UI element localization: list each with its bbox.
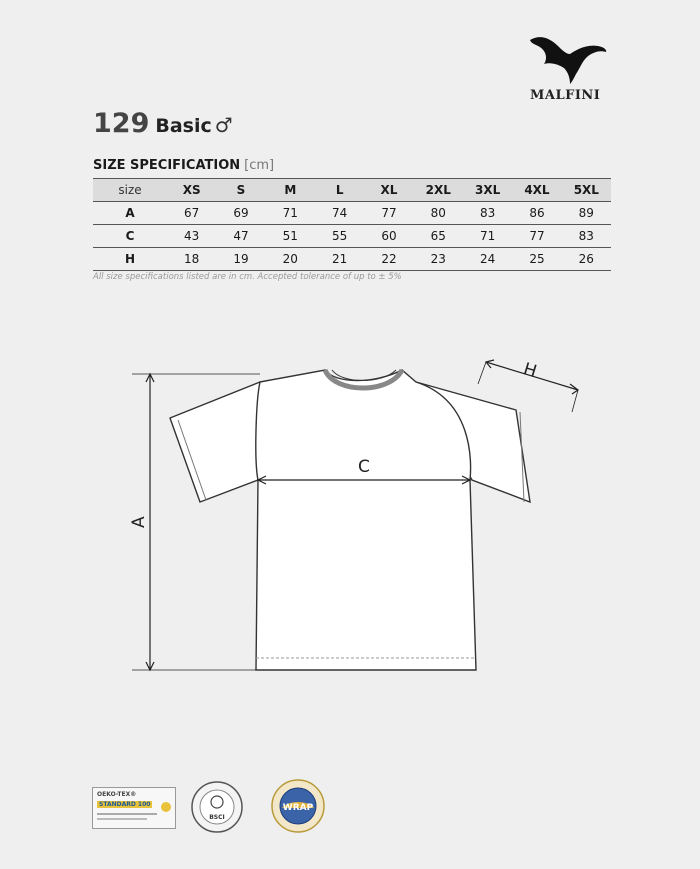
header-cell: 3XL — [463, 179, 512, 202]
table-cell: 83 — [463, 202, 512, 225]
table-row — [93, 248, 611, 271]
table-cell: 89 — [562, 202, 611, 225]
bsci-badge — [190, 780, 244, 834]
table-header-row — [93, 179, 611, 202]
table-cell: 67 — [167, 202, 216, 225]
wrap-label: WRAP — [282, 803, 314, 813]
header-cell: XS — [167, 179, 216, 202]
brand-name: MALFINI — [530, 88, 601, 103]
size-table — [93, 178, 611, 271]
section-title — [93, 158, 274, 173]
table-cell: 26 — [562, 248, 611, 271]
header-cell: L — [315, 179, 364, 202]
table-cell: 20 — [266, 248, 315, 271]
malfini-logo — [520, 32, 620, 112]
label-c: C — [358, 457, 370, 477]
table-cell: 51 — [266, 225, 315, 248]
row-label: A — [93, 202, 167, 225]
table-cell: 22 — [364, 248, 413, 271]
table-cell: 80 — [414, 202, 463, 225]
table-cell: 71 — [266, 202, 315, 225]
table-cell: 60 — [364, 225, 413, 248]
bird-icon — [528, 32, 608, 84]
table-cell: 55 — [315, 225, 364, 248]
table-cell: 83 — [562, 225, 611, 248]
section-unit: [cm] — [244, 158, 275, 173]
bsci-label: BSCI — [209, 814, 225, 821]
table-cell: 77 — [364, 202, 413, 225]
male-symbol-icon: ♂ — [214, 113, 233, 137]
label-a: A — [129, 516, 149, 528]
header-cell: M — [266, 179, 315, 202]
header-cell: XL — [364, 179, 413, 202]
table-cell: 71 — [463, 225, 512, 248]
header-cell: size — [93, 179, 167, 202]
table-cell: 21 — [315, 248, 364, 271]
table-cell: 86 — [512, 202, 561, 225]
header-cell: 2XL — [414, 179, 463, 202]
oeko-standard-label: STANDARD 100 — [99, 801, 151, 808]
product-name: Basic — [155, 115, 212, 137]
product-number: 129 — [93, 108, 150, 139]
product-title — [93, 108, 233, 139]
row-label: H — [93, 248, 167, 271]
header-cell: 5XL — [562, 179, 611, 202]
oeko-text-line — [97, 813, 157, 815]
table-cell: 18 — [167, 248, 216, 271]
header-cell: 4XL — [512, 179, 561, 202]
table-row — [93, 202, 611, 225]
table-cell: 47 — [216, 225, 265, 248]
header-cell: S — [216, 179, 265, 202]
oeko-seal-icon — [161, 802, 171, 812]
label-h: H — [520, 359, 539, 383]
oeko-tex-badge — [92, 787, 176, 829]
section-heading: SIZE SPECIFICATION — [93, 158, 241, 173]
table-row — [93, 225, 611, 248]
oeko-text-line — [97, 818, 147, 820]
table-cell: 43 — [167, 225, 216, 248]
table-cell: 25 — [512, 248, 561, 271]
tshirt-diagram — [120, 340, 600, 685]
wrap-badge — [270, 778, 326, 834]
table-cell: 65 — [414, 225, 463, 248]
table-cell: 23 — [414, 248, 463, 271]
row-label: C — [93, 225, 167, 248]
tolerance-note: All size specifications listed are in cm. Accepted tolerance of up to ± 5% — [93, 272, 402, 282]
table-cell: 74 — [315, 202, 364, 225]
tshirt-outline — [170, 370, 530, 670]
table-cell: 77 — [512, 225, 561, 248]
table-cell: 19 — [216, 248, 265, 271]
table-cell: 69 — [216, 202, 265, 225]
table-cell: 24 — [463, 248, 512, 271]
oeko-tex-label: OEKO-TEX® — [97, 791, 137, 798]
